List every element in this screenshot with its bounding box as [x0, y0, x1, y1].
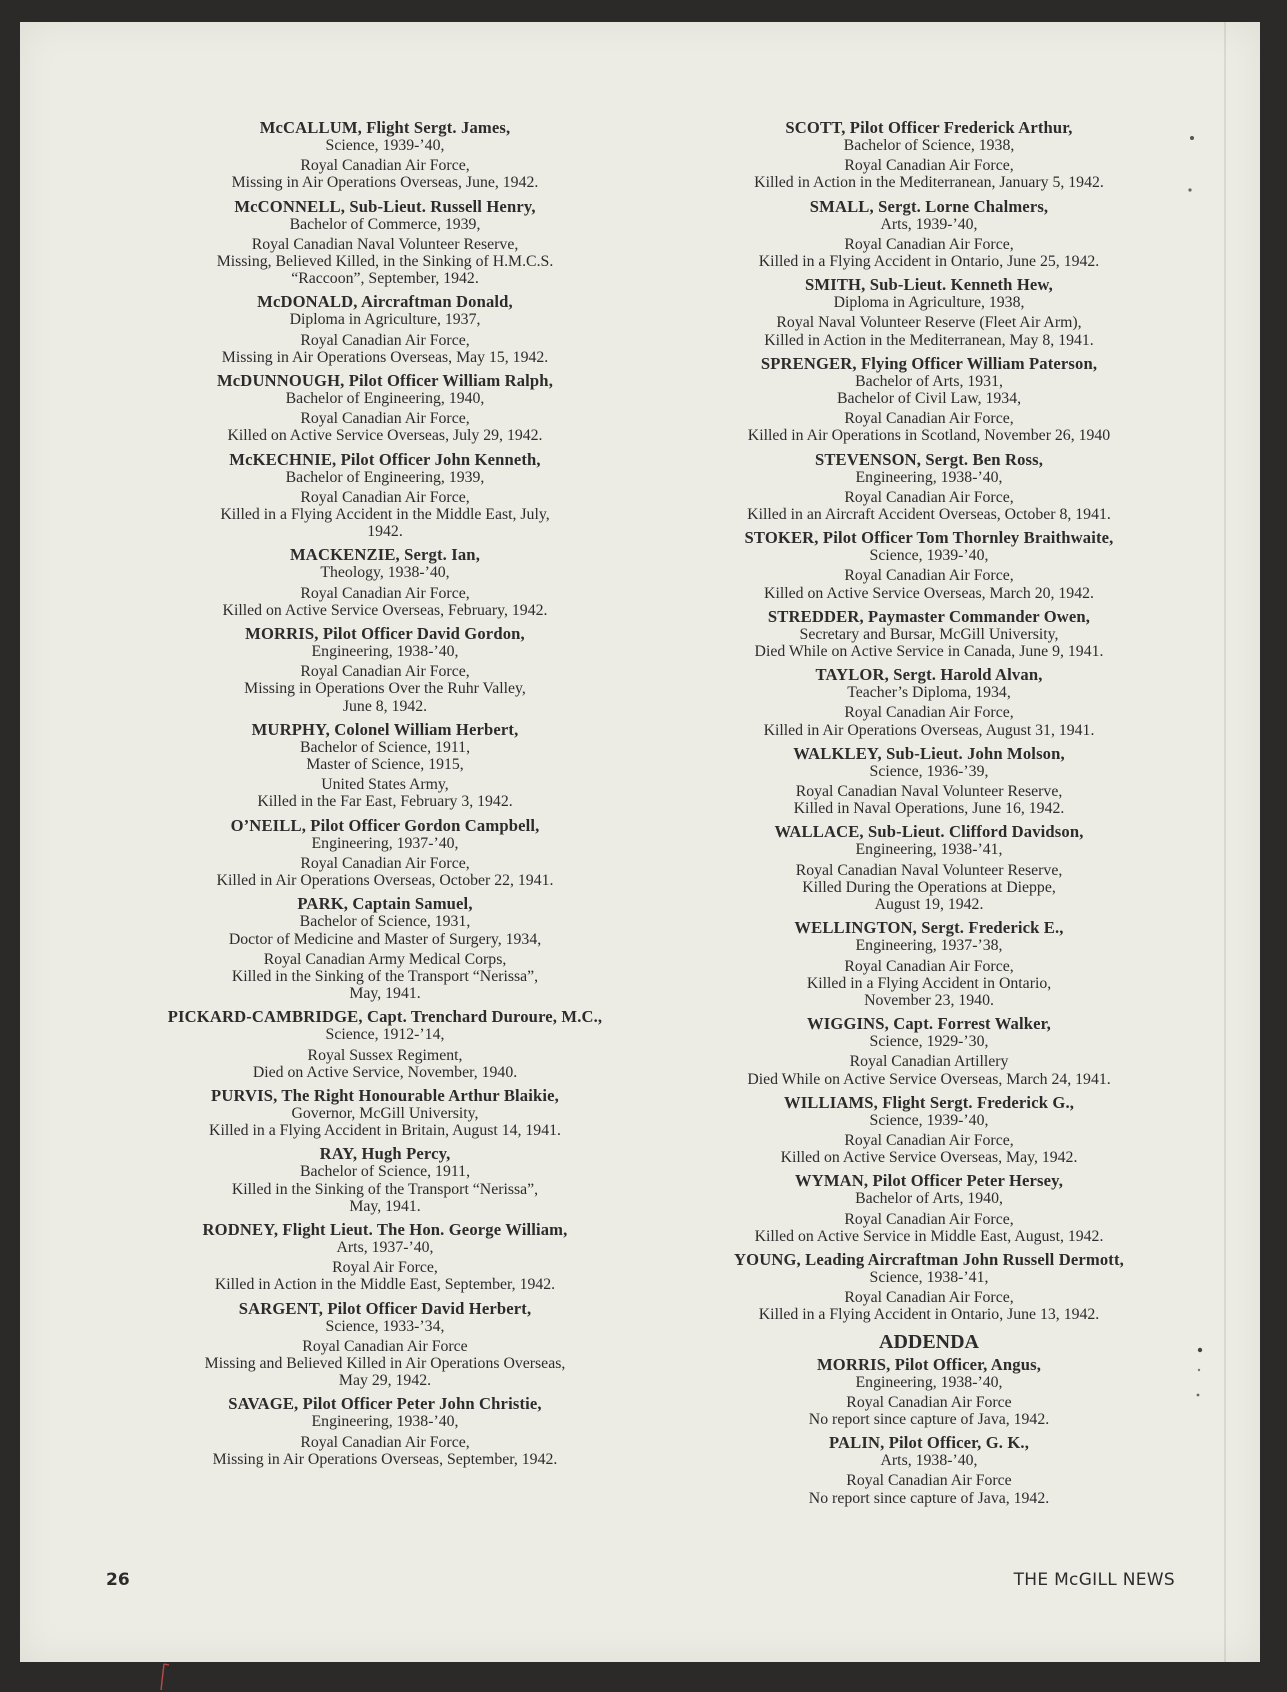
entry-name: WILLIAMS, Flight Sergt. Frederick G.,	[783, 1092, 1075, 1112]
memorial-entry	[150, 293, 620, 366]
publication-name: THE McGILL NEWS	[1013, 1570, 1175, 1590]
entry-name: MACKENZIE, Sergt. Ian,	[290, 545, 480, 565]
entry-name: McKECHNIE, Pilot Officer John Kenneth,	[229, 449, 541, 469]
entry-detail-line: Bachelor of Science, 1931,	[299, 913, 471, 931]
memorial-entry	[672, 355, 1186, 445]
entry-detail-line: Engineering, 1937-’38,	[855, 937, 1003, 955]
entry-detail-line: Royal Canadian Air Force,	[300, 1433, 470, 1451]
memorial-entry	[672, 451, 1186, 524]
entry-detail-line: Royal Canadian Air Force,	[844, 704, 1014, 722]
entry-detail-line: Royal Canadian Air Force,	[844, 1131, 1014, 1149]
entry-detail-line: Bachelor of Arts, 1931,	[855, 372, 1003, 390]
memorial-entry	[672, 1172, 1186, 1245]
entry-detail-line: Missing in Air Operations Overseas, May 15, 1942.	[221, 348, 549, 366]
entry-name: SPRENGER, Flying Officer William Paterson,	[760, 353, 1098, 373]
entry-detail-line: Bachelor of Civil Law, 1934,	[836, 390, 1022, 408]
memorial-entry	[150, 895, 620, 1002]
entry-detail-line: Died While on Active Service Overseas, March 24, 1941.	[747, 1070, 1111, 1088]
entry-name: PALIN, Pilot Officer, G. K.,	[828, 1433, 1030, 1453]
memorial-entry	[672, 1434, 1186, 1507]
memorial-entry	[672, 1356, 1186, 1429]
entry-name: MORRIS, Pilot Officer, Angus,	[816, 1354, 1042, 1374]
entry-detail-line: Science, 1933-’34,	[325, 1317, 445, 1335]
entry-detail-line: Royal Canadian Air Force,	[844, 957, 1014, 975]
entry-detail-line: Killed in Action in the Mediterranean, January 5, 1942.	[754, 174, 1104, 192]
entry-detail-line: Royal Canadian Air Force,	[844, 157, 1014, 175]
entry-name: SMALL, Sergt. Lorne Chalmers,	[809, 196, 1049, 216]
entry-detail-line: Bachelor of Science, 1938,	[843, 137, 1015, 154]
entry-name: PICKARD-CAMBRIDGE, Capt. Trenchard Duroure, M.C.,	[167, 1007, 603, 1027]
entry-detail-line: Died on Active Service, November, 1940.	[252, 1063, 518, 1081]
entry-name: STOKER, Pilot Officer Tom Thornley Braithwaite,	[744, 528, 1114, 548]
entry-detail-line: Bachelor of Science, 1911,	[299, 738, 471, 756]
memorial-entry	[672, 1015, 1186, 1088]
entry-detail-line: Science, 1939-’40,	[869, 1111, 989, 1129]
entry-detail-line: Royal Canadian Air Force,	[300, 663, 470, 681]
entry-detail-line: Bachelor of Engineering, 1940,	[285, 390, 485, 408]
memorial-entry	[150, 721, 620, 811]
left-column	[150, 119, 620, 1474]
entry-detail-line: Killed on Active Service Overseas, July 29, 1942.	[227, 427, 543, 445]
paper-specks	[1170, 122, 1250, 1522]
memorial-entry	[150, 1145, 620, 1215]
entry-detail-line: Killed in Naval Operations, June 16, 1942.	[793, 800, 1065, 818]
memorial-entry	[672, 529, 1186, 602]
entry-detail-line: Master of Science, 1915,	[306, 756, 464, 774]
entry-name: STEVENSON, Sergt. Ben Ross,	[814, 449, 1044, 469]
entry-detail-line: June 8, 1942.	[342, 697, 428, 715]
memorial-entry	[672, 1251, 1186, 1324]
entry-name: TAYLOR, Sergt. Harold Alvan,	[815, 665, 1043, 685]
entry-name: WALKLEY, Sub-Lieut. John Molson,	[793, 743, 1065, 763]
entry-detail-line: Royal Canadian Air Force,	[300, 854, 470, 872]
entry-detail-line: Arts, 1939-’40,	[880, 215, 978, 233]
page-number: 26	[106, 1570, 130, 1590]
entry-name: McDUNNOUGH, Pilot Officer William Ralph,	[216, 371, 553, 391]
entry-detail-line: Royal Canadian Air Force,	[300, 488, 470, 506]
document-page	[20, 22, 1260, 1662]
entry-name: STREDDER, Paymaster Commander Owen,	[767, 606, 1091, 626]
entry-detail-line: Missing, Believed Killed, in the Sinking of H.M.C.S.	[216, 253, 554, 271]
entry-detail-line: Theology, 1938-’40,	[320, 564, 450, 582]
entry-detail-line: May, 1941.	[349, 1197, 421, 1215]
entry-name: SCOTT, Pilot Officer Frederick Arthur,	[785, 118, 1073, 137]
entry-detail-line: August 19, 1942.	[874, 896, 984, 914]
entry-detail-line: Killed in the Sinking of the Transport “Nerissa”,	[231, 967, 539, 985]
pencil-mark	[156, 1662, 180, 1692]
memorial-entry	[672, 119, 1186, 192]
entry-detail-line: Teacher’s Diploma, 1934,	[847, 684, 1011, 702]
entry-detail-line: Bachelor of Science, 1911,	[299, 1163, 471, 1181]
memorial-entry	[150, 1300, 620, 1390]
entry-name: WALLACE, Sub-Lieut. Clifford Davidson,	[774, 822, 1084, 842]
entry-detail-line: Killed in a Flying Accident in the Middle East, July,	[220, 506, 550, 524]
entry-detail-line: Royal Canadian Air Force	[302, 1337, 468, 1355]
entry-detail-line: Killed on Active Service Overseas, March 20, 1942.	[764, 584, 1094, 602]
entry-name: RAY, Hugh Percy,	[319, 1144, 451, 1164]
entry-detail-line: Arts, 1938-’40,	[880, 1452, 978, 1470]
entry-detail-line: Royal Canadian Air Force,	[300, 410, 470, 428]
entry-name: RODNEY, Flight Lieut. The Hon. George William,	[202, 1219, 568, 1239]
entry-name: PURVIS, The Right Honourable Arthur Blaikie,	[211, 1085, 559, 1105]
entry-detail-line: Governor, McGill University,	[291, 1104, 479, 1122]
memorial-entry	[150, 1008, 620, 1081]
entry-detail-line: May, 1941.	[349, 985, 421, 1003]
entry-detail-line: Royal Canadian Air Force,	[844, 235, 1014, 253]
entry-detail-line: May 29, 1942.	[338, 1372, 432, 1390]
entry-detail-line: Died While on Active Service in Canada, June 9, 1941.	[754, 643, 1104, 661]
entry-detail-line: Royal Canadian Air Force,	[300, 157, 470, 175]
entry-detail-line: Killed in Air Operations Overseas, August 31, 1941.	[763, 721, 1095, 739]
entry-name: McCONNELL, Sub-Lieut. Russell Henry,	[234, 196, 536, 216]
entry-detail-line: Royal Canadian Air Force,	[844, 567, 1014, 585]
entry-detail-line: “Raccoon”, September, 1942.	[291, 270, 479, 288]
memorial-entry	[672, 823, 1186, 913]
entry-detail-line: Science, 1939-’40,	[325, 137, 445, 154]
entry-name: McDONALD, Aircraftman Donald,	[257, 292, 513, 312]
entry-detail-line: Royal Canadian Air Force,	[844, 1210, 1014, 1228]
entry-detail-line: Royal Canadian Air Force	[846, 1472, 1012, 1490]
entry-detail-line: Bachelor of Commerce, 1939,	[289, 215, 481, 233]
entry-detail-line: Arts, 1937-’40,	[336, 1238, 434, 1256]
memorial-entry	[672, 666, 1186, 739]
entry-detail-line: Royal Canadian Air Force,	[300, 331, 470, 349]
entry-detail-line: Missing in Air Operations Overseas, September, 1942.	[212, 1450, 558, 1468]
entry-name: MURPHY, Colonel William Herbert,	[251, 719, 519, 739]
entry-detail-line: Killed in the Far East, February 3, 1942.	[257, 793, 513, 811]
addenda-heading: ADDENDA	[879, 1330, 979, 1353]
entry-detail-line: Royal Canadian Air Force,	[844, 488, 1014, 506]
entry-detail-line: United States Army,	[321, 776, 449, 794]
entry-detail-line: Missing and Believed Killed in Air Operations Overseas,	[204, 1354, 566, 1372]
memorial-entry	[150, 1087, 620, 1139]
entry-name: MORRIS, Pilot Officer David Gordon,	[245, 624, 525, 644]
entry-detail-line: Killed in Action in the Mediterranean, May 8, 1941.	[764, 331, 1094, 349]
entry-detail-line: Royal Naval Volunteer Reserve (Fleet Air Arm),	[776, 314, 1082, 332]
entry-detail-line: Science, 1929-’30,	[869, 1033, 989, 1051]
entry-detail-line: Killed in a Flying Accident in Ontario, June 13, 1942.	[758, 1306, 1100, 1324]
entry-detail-line: Science, 1936-’39,	[869, 762, 989, 780]
entry-detail-line: Royal Canadian Air Force	[846, 1393, 1012, 1411]
entry-detail-line: Royal Canadian Naval Volunteer Reserve,	[251, 235, 519, 253]
memorial-entry	[150, 546, 620, 619]
entry-detail-line: Secretary and Bursar, McGill University,	[799, 625, 1059, 643]
entry-detail-line: Killed During the Operations at Dieppe,	[802, 878, 1056, 896]
entry-detail-line: Missing in Air Operations Overseas, June, 1942.	[231, 174, 539, 192]
entry-detail-line: Killed on Active Service Overseas, February, 1942.	[222, 601, 548, 619]
entry-detail-line: Science, 1912-’14,	[325, 1026, 445, 1044]
entry-detail-line: Bachelor of Arts, 1940,	[855, 1190, 1003, 1208]
entry-detail-line: No report since capture of Java, 1942.	[808, 1410, 1050, 1428]
entry-detail-line: Killed in a Flying Accident in Britain, August 14, 1941.	[209, 1122, 561, 1140]
entry-detail-line: Royal Canadian Naval Volunteer Reserve,	[795, 783, 1063, 801]
memorial-entry	[672, 745, 1186, 818]
entry-detail-line: Killed in Air Operations Overseas, October 22, 1941.	[216, 872, 554, 890]
entry-detail-line: Killed on Active Service in Middle East, August, 1942.	[754, 1227, 1104, 1245]
entry-detail-line: Killed in Action in the Middle East, September, 1942.	[214, 1276, 556, 1294]
entry-detail-line: Engineering, 1938-’41,	[855, 841, 1003, 859]
entry-detail-line: Killed in an Aircraft Accident Overseas, October 8, 1941.	[747, 506, 1111, 524]
memorial-entry	[150, 625, 620, 715]
entry-detail-line: Missing in Operations Over the Ruhr Valley,	[244, 680, 526, 698]
entry-detail-line: Royal Canadian Army Medical Corps,	[263, 950, 507, 968]
entry-detail-line: Engineering, 1937-’40,	[311, 834, 459, 852]
entry-detail-line: November 23, 1940.	[864, 991, 994, 1009]
right-column	[672, 119, 1186, 1513]
right-column-entries	[672, 119, 1186, 1324]
entry-detail-line: No report since capture of Java, 1942.	[808, 1489, 1050, 1507]
entry-detail-line: Bachelor of Engineering, 1939,	[285, 468, 485, 486]
entry-detail-line: Royal Sussex Regiment,	[307, 1046, 463, 1064]
entry-detail-line: Killed in Air Operations in Scotland, November 26, 1940	[747, 427, 1111, 445]
memorial-entry	[672, 198, 1186, 271]
entry-name: SARGENT, Pilot Officer David Herbert,	[238, 1298, 532, 1318]
entry-detail-line: Engineering, 1938-’40,	[311, 643, 459, 661]
entry-detail-line: Royal Canadian Air Force,	[844, 410, 1014, 428]
memorial-entry	[150, 1395, 620, 1468]
entry-detail-line: Science, 1939-’40,	[869, 547, 989, 565]
entry-detail-line: Doctor of Medicine and Master of Surgery, 1934,	[228, 930, 542, 948]
entry-name: PARK, Captain Samuel,	[297, 894, 473, 914]
entry-name: McCALLUM, Flight Sergt. James,	[259, 118, 511, 137]
entry-detail-line: Diploma in Agriculture, 1937,	[289, 311, 481, 329]
entry-name: SAVAGE, Pilot Officer Peter John Christie,	[228, 1394, 542, 1414]
entry-detail-line: Killed in the Sinking of the Transport “Nerissa”,	[231, 1180, 539, 1198]
entry-detail-line: Royal Canadian Artillery	[849, 1053, 1009, 1071]
memorial-entry	[672, 608, 1186, 660]
entry-detail-line: Diploma in Agriculture, 1938,	[833, 294, 1025, 312]
entry-detail-line: Science, 1938-’41,	[869, 1268, 989, 1286]
entry-name: WELLINGTON, Sergt. Frederick E.,	[794, 918, 1064, 938]
memorial-entry	[150, 817, 620, 890]
entry-detail-line: Killed in a Flying Accident in Ontario,	[806, 974, 1052, 992]
entry-name: WIGGINS, Capt. Forrest Walker,	[807, 1014, 1051, 1034]
memorial-entry	[672, 1094, 1186, 1167]
entry-name: SMITH, Sub-Lieut. Kenneth Hew,	[805, 275, 1053, 295]
memorial-entry	[150, 198, 620, 288]
entry-detail-line: Royal Canadian Air Force,	[844, 1289, 1014, 1307]
entry-detail-line: Engineering, 1938-’40,	[855, 468, 1003, 486]
memorial-entry	[150, 451, 620, 541]
entry-name: O’NEILL, Pilot Officer Gordon Campbell,	[230, 815, 540, 835]
entry-detail-line: Engineering, 1938-’40,	[855, 1373, 1003, 1391]
entry-detail-line: Royal Air Force,	[332, 1259, 438, 1277]
entry-name: YOUNG, Leading Aircraftman John Russell Dermott,	[734, 1249, 1124, 1269]
entry-name: WYMAN, Pilot Officer Peter Hersey,	[794, 1171, 1064, 1191]
entry-detail-line: Killed on Active Service Overseas, May, 1942.	[780, 1149, 1078, 1167]
memorial-entry	[150, 119, 620, 192]
entry-detail-line: Royal Canadian Naval Volunteer Reserve,	[795, 861, 1063, 879]
entry-detail-line: Engineering, 1938-’40,	[311, 1413, 459, 1431]
entry-detail-line: Royal Canadian Air Force,	[300, 584, 470, 602]
entry-detail-line: Killed in a Flying Accident in Ontario, June 25, 1942.	[758, 253, 1100, 271]
entry-detail-line: 1942.	[367, 523, 403, 541]
memorial-entry	[672, 276, 1186, 349]
memorial-entry	[150, 1221, 620, 1294]
addenda-entries	[672, 1356, 1186, 1507]
memorial-entry	[150, 372, 620, 445]
memorial-entry	[672, 919, 1186, 1009]
